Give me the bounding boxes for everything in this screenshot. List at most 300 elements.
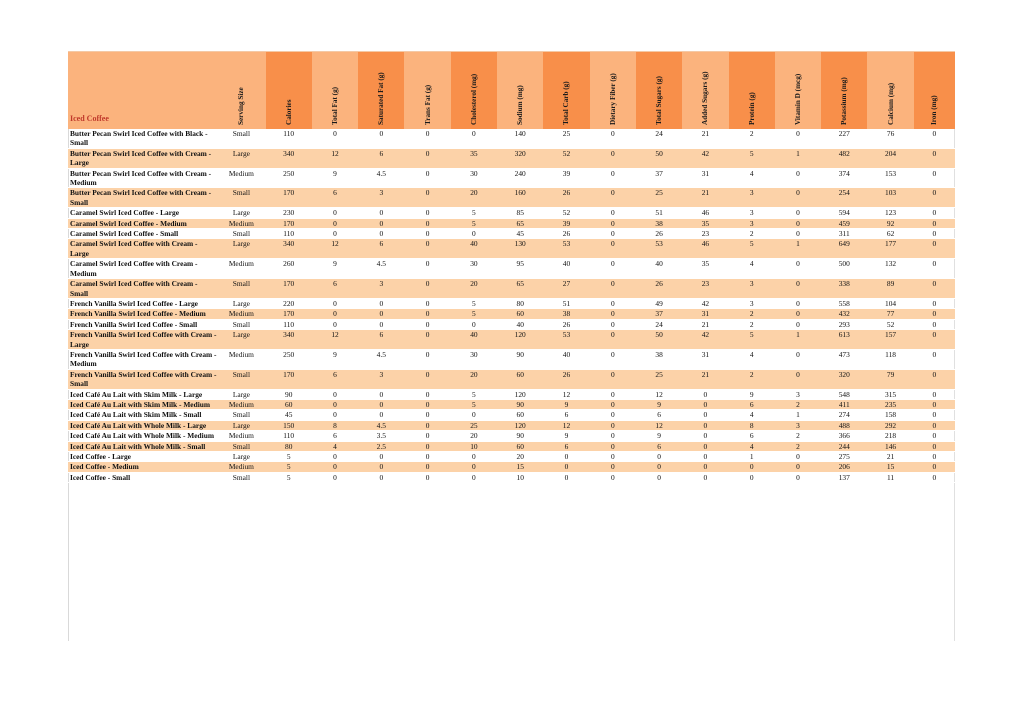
table-cell: 3 xyxy=(358,279,404,299)
table-cell: 21 xyxy=(682,319,728,329)
table-row xyxy=(68,168,955,188)
table-cell: 459 xyxy=(821,218,867,228)
table-cell: 6 xyxy=(636,441,682,451)
table-cell: 0 xyxy=(775,309,821,319)
table-cell: 45 xyxy=(266,410,312,420)
column-header-label: Saturated Fat (g) xyxy=(377,72,386,125)
item-name: French Vanilla Swirl Iced Coffee - Small xyxy=(68,319,217,329)
table-cell: 0 xyxy=(914,279,955,299)
table-cell: 0 xyxy=(590,349,636,369)
table-cell: 0 xyxy=(358,229,404,239)
table-cell: 26 xyxy=(636,229,682,239)
table-cell: 39 xyxy=(543,218,589,228)
table-cell: 12 xyxy=(312,330,358,350)
table-cell: 12 xyxy=(636,389,682,399)
table-cell: 0 xyxy=(312,129,358,148)
table-cell: 1 xyxy=(775,148,821,168)
table-cell: 52 xyxy=(867,319,913,329)
table-cell: 0 xyxy=(312,399,358,409)
table-cell: 0 xyxy=(543,452,589,462)
table-cell: 40 xyxy=(636,259,682,279)
column-header-label: Sodium (mg) xyxy=(516,85,525,125)
table-cell: 2 xyxy=(729,319,775,329)
table-row xyxy=(68,431,955,441)
table-cell: 0 xyxy=(914,188,955,208)
table-cell: 77 xyxy=(867,309,913,319)
table-cell: 0 xyxy=(451,319,497,329)
table-cell: 432 xyxy=(821,309,867,319)
table-cell: 0 xyxy=(914,208,955,218)
table-cell: 26 xyxy=(543,229,589,239)
table-cell: 170 xyxy=(266,188,312,208)
table-cell: 0 xyxy=(312,319,358,329)
table-cell: 548 xyxy=(821,389,867,399)
table-cell: 0 xyxy=(590,229,636,239)
table-cell: 230 xyxy=(266,208,312,218)
table-cell: 31 xyxy=(682,309,728,319)
table-cell: 0 xyxy=(590,431,636,441)
table-cell: 0 xyxy=(590,462,636,472)
table-cell: Medium xyxy=(217,462,265,472)
table-cell: 0 xyxy=(590,330,636,350)
item-name: Iced Café Au Lait with Whole Milk - Small xyxy=(68,441,217,451)
table-cell: 0 xyxy=(404,208,450,218)
table-cell: 40 xyxy=(451,330,497,350)
table-cell: 0 xyxy=(590,298,636,308)
table-cell: 0 xyxy=(404,369,450,389)
table-cell: 0 xyxy=(312,298,358,308)
table-cell: 0 xyxy=(312,472,358,482)
table-cell: 0 xyxy=(312,452,358,462)
table-cell: 0 xyxy=(636,462,682,472)
item-name: Iced Café Au Lait with Whole Milk - Medium xyxy=(68,431,217,441)
table-cell: 0 xyxy=(451,472,497,482)
table-cell: 26 xyxy=(543,319,589,329)
table-cell: 0 xyxy=(358,389,404,399)
table-cell: Medium xyxy=(217,399,265,409)
table-cell: 0 xyxy=(775,279,821,299)
table-cell: 3 xyxy=(729,279,775,299)
table-cell: 0 xyxy=(775,218,821,228)
table-cell: 0 xyxy=(682,452,728,462)
table-cell: 9 xyxy=(543,399,589,409)
table-cell: 0 xyxy=(358,208,404,218)
table-cell: 51 xyxy=(543,298,589,308)
table-cell: 649 xyxy=(821,239,867,259)
table-cell: 320 xyxy=(497,148,543,168)
table-cell: 0 xyxy=(682,441,728,451)
table-cell: 0 xyxy=(914,148,955,168)
table-cell: 60 xyxy=(497,309,543,319)
table-row xyxy=(68,472,955,482)
table-cell: 5 xyxy=(451,309,497,319)
table-cell: 6 xyxy=(312,431,358,441)
table-cell: 20 xyxy=(451,279,497,299)
table-cell: 42 xyxy=(682,330,728,350)
column-header-label: Potassium (mg) xyxy=(840,77,849,125)
table-cell: 85 xyxy=(497,208,543,218)
table-row xyxy=(68,319,955,329)
table-cell: 53 xyxy=(636,239,682,259)
table-cell: 26 xyxy=(543,188,589,208)
table-cell: Large xyxy=(217,330,265,350)
table-cell: 42 xyxy=(682,298,728,308)
table-cell: 0 xyxy=(590,259,636,279)
table-cell: 5 xyxy=(451,389,497,399)
table-cell: 0 xyxy=(914,431,955,441)
table-cell: 0 xyxy=(590,441,636,451)
table-cell: 89 xyxy=(867,279,913,299)
table-cell: 3 xyxy=(775,389,821,399)
table-cell: 0 xyxy=(358,309,404,319)
table-cell: 5 xyxy=(729,148,775,168)
table-cell: 2 xyxy=(729,369,775,389)
table-cell: 0 xyxy=(914,472,955,482)
table-body xyxy=(68,129,955,483)
table-cell: 275 xyxy=(821,452,867,462)
table-cell: 3.5 xyxy=(358,431,404,441)
item-name: Iced Café Au Lait with Skim Milk - Small xyxy=(68,410,217,420)
table-cell: 0 xyxy=(312,309,358,319)
table-cell: 2 xyxy=(729,309,775,319)
table-cell: 0 xyxy=(590,309,636,319)
table-cell: 0 xyxy=(312,410,358,420)
table-cell: 21 xyxy=(682,369,728,389)
table-cell: 473 xyxy=(821,349,867,369)
table-cell: 110 xyxy=(266,229,312,239)
table-cell: 53 xyxy=(543,330,589,350)
table-row xyxy=(68,330,955,350)
table-cell: 4 xyxy=(312,441,358,451)
table-cell: 40 xyxy=(543,259,589,279)
table-cell: 0 xyxy=(775,188,821,208)
table-row xyxy=(68,259,955,279)
table-cell: 0 xyxy=(404,309,450,319)
table-cell: 0 xyxy=(404,259,450,279)
table-cell: 0 xyxy=(914,168,955,188)
table-cell: Medium xyxy=(217,259,265,279)
table-cell: 3 xyxy=(729,298,775,308)
table-cell: 52 xyxy=(543,148,589,168)
table-cell: 4 xyxy=(729,259,775,279)
table-cell: Small xyxy=(217,369,265,389)
table-cell: 0 xyxy=(404,168,450,188)
table-cell: 6 xyxy=(543,410,589,420)
table-cell: 0 xyxy=(775,472,821,482)
table-cell: 315 xyxy=(867,389,913,399)
table-cell: 12 xyxy=(543,389,589,399)
table-cell: 0 xyxy=(775,208,821,218)
table-cell: 488 xyxy=(821,420,867,430)
column-header xyxy=(914,52,955,130)
table-cell: 30 xyxy=(451,349,497,369)
table-cell: Small xyxy=(217,410,265,420)
table-row xyxy=(68,349,955,369)
table-cell: 0 xyxy=(590,319,636,329)
column-header xyxy=(543,52,589,130)
table-cell: 153 xyxy=(867,168,913,188)
table-cell: 0 xyxy=(451,410,497,420)
table-cell: 5 xyxy=(451,208,497,218)
table-cell: 5 xyxy=(729,239,775,259)
table-cell: Large xyxy=(217,239,265,259)
table-cell: 80 xyxy=(266,441,312,451)
table-cell: 95 xyxy=(497,259,543,279)
column-header xyxy=(497,52,543,130)
table-cell: 0 xyxy=(404,441,450,451)
table-cell: 250 xyxy=(266,168,312,188)
table-cell: 38 xyxy=(636,218,682,228)
table-cell: 0 xyxy=(914,452,955,462)
table-cell: 110 xyxy=(266,129,312,148)
table-cell: 227 xyxy=(821,129,867,148)
table-cell: Large xyxy=(217,452,265,462)
table-cell: 0 xyxy=(914,239,955,259)
table-cell: 320 xyxy=(821,369,867,389)
table-row xyxy=(68,239,955,259)
item-name: Caramel Swirl Iced Coffee with Cream - Small xyxy=(68,279,217,299)
column-header xyxy=(358,52,404,130)
table-cell: 60 xyxy=(266,399,312,409)
table-cell: 0 xyxy=(590,188,636,208)
table-cell: 5 xyxy=(266,472,312,482)
column-header-label: Dietary Fiber (g) xyxy=(608,73,617,125)
table-cell: 0 xyxy=(404,462,450,472)
table-cell: 0 xyxy=(775,229,821,239)
table-cell: 254 xyxy=(821,188,867,208)
table-cell: 206 xyxy=(821,462,867,472)
table-row xyxy=(68,399,955,409)
table-cell: 0 xyxy=(404,129,450,148)
table-cell: Medium xyxy=(217,168,265,188)
table-cell: 50 xyxy=(636,148,682,168)
table-cell: 0 xyxy=(404,420,450,430)
table-cell: 26 xyxy=(636,279,682,299)
table-cell: 15 xyxy=(497,462,543,472)
table-cell: 1 xyxy=(775,410,821,420)
table-cell: 0 xyxy=(914,420,955,430)
table-cell: 0 xyxy=(543,462,589,472)
table-cell: 37 xyxy=(636,168,682,188)
column-header xyxy=(775,52,821,130)
column-header-label: Total Fat (g) xyxy=(331,86,339,125)
table-cell: 35 xyxy=(682,218,728,228)
table-cell: 0 xyxy=(590,389,636,399)
table-cell: 0 xyxy=(775,259,821,279)
item-name: Iced Coffee - Small xyxy=(68,472,217,482)
table-row xyxy=(68,462,955,472)
table-cell: 0 xyxy=(914,369,955,389)
table-cell: 60 xyxy=(497,369,543,389)
table-cell: 27 xyxy=(543,279,589,299)
table-cell: 65 xyxy=(497,279,543,299)
table-cell: 40 xyxy=(451,239,497,259)
table-cell: 110 xyxy=(266,431,312,441)
table-cell: 0 xyxy=(775,129,821,148)
table-cell: 0 xyxy=(451,129,497,148)
table-cell: Large xyxy=(217,420,265,430)
table-cell: 0 xyxy=(590,369,636,389)
table-cell: 6 xyxy=(636,410,682,420)
column-header-label: Iron (mg) xyxy=(930,95,939,125)
table-cell: 25 xyxy=(636,369,682,389)
table-row xyxy=(68,389,955,399)
table-cell: 3 xyxy=(358,188,404,208)
table-cell: 31 xyxy=(682,349,728,369)
table-cell: 5 xyxy=(266,452,312,462)
table-cell: 6 xyxy=(358,239,404,259)
table-cell: 130 xyxy=(497,239,543,259)
table-cell: 6 xyxy=(358,148,404,168)
table-cell: 260 xyxy=(266,259,312,279)
table-cell: 170 xyxy=(266,218,312,228)
table-cell: 0 xyxy=(914,330,955,350)
table-cell: 120 xyxy=(497,420,543,430)
column-header xyxy=(312,52,358,130)
table-cell: 0 xyxy=(590,410,636,420)
table-cell: 0 xyxy=(404,239,450,259)
column-header-label: Trans Fat (g) xyxy=(423,84,432,125)
table-cell: Medium xyxy=(217,218,265,228)
item-name: French Vanilla Swirl Iced Coffee with Cream - Small xyxy=(70,369,217,389)
table-cell: 140 xyxy=(497,129,543,148)
table-cell: 25 xyxy=(636,188,682,208)
table-cell: 160 xyxy=(497,188,543,208)
table-cell: 4.5 xyxy=(358,168,404,188)
table-cell: 9 xyxy=(312,349,358,369)
nutrition-table xyxy=(68,51,955,483)
table-row xyxy=(68,148,955,168)
table-cell: 0 xyxy=(914,298,955,308)
table-cell: 3 xyxy=(358,369,404,389)
table-cell: 8 xyxy=(729,420,775,430)
table-row xyxy=(68,369,955,389)
table-cell: 37 xyxy=(636,309,682,319)
table-cell: Medium xyxy=(217,431,265,441)
item-name: Butter Pecan Swirl Iced Coffee with Cream - Small xyxy=(68,188,217,208)
table-cell: 150 xyxy=(266,420,312,430)
table-cell: 31 xyxy=(682,168,728,188)
item-name: French Vanilla Swirl Iced Coffee with Cream - Medium xyxy=(70,349,217,369)
table-cell: Small xyxy=(217,229,265,239)
table-cell: 35 xyxy=(682,259,728,279)
table-cell: 0 xyxy=(543,472,589,482)
table-cell: 0 xyxy=(358,298,404,308)
table-cell: 23 xyxy=(682,279,728,299)
column-header-label: Calories xyxy=(284,99,293,125)
table-cell: 204 xyxy=(867,148,913,168)
table-cell: 311 xyxy=(821,229,867,239)
table-row xyxy=(68,441,955,451)
column-header xyxy=(821,52,867,130)
table-cell: 0 xyxy=(590,168,636,188)
table-row xyxy=(68,410,955,420)
table-cell: 45 xyxy=(497,229,543,239)
table-cell: 46 xyxy=(682,208,728,218)
table-cell: 0 xyxy=(358,410,404,420)
table-cell: 24 xyxy=(636,319,682,329)
table-cell: 4.5 xyxy=(358,259,404,279)
table-cell: 0 xyxy=(404,229,450,239)
table-cell: 220 xyxy=(266,298,312,308)
column-header xyxy=(729,52,775,130)
column-header-label: Vitamin D (mcg) xyxy=(793,73,802,125)
table-cell: 65 xyxy=(497,218,543,228)
column-header xyxy=(266,52,312,130)
table-cell: Small xyxy=(217,441,265,451)
table-cell: 12 xyxy=(312,239,358,259)
table-cell: 0 xyxy=(682,399,728,409)
table-cell: 12 xyxy=(312,148,358,168)
table-cell: 0 xyxy=(775,369,821,389)
table-cell: 9 xyxy=(636,399,682,409)
table-cell: 90 xyxy=(497,399,543,409)
table-cell: 0 xyxy=(682,420,728,430)
table-cell: 5 xyxy=(266,462,312,472)
item-name: French Vanilla Swirl Iced Coffee with Cream - Large xyxy=(70,330,217,349)
table-cell: 0 xyxy=(312,218,358,228)
table-cell: 40 xyxy=(543,349,589,369)
column-header xyxy=(404,52,450,130)
table-cell: 25 xyxy=(451,420,497,430)
table-cell: 5 xyxy=(451,218,497,228)
table-cell: 49 xyxy=(636,298,682,308)
table-cell: 158 xyxy=(867,410,913,420)
item-name: French Vanilla Swirl Iced Coffee - Large xyxy=(68,298,217,308)
table-cell: 4 xyxy=(729,349,775,369)
table-cell: 0 xyxy=(914,349,955,369)
table-cell: 53 xyxy=(543,239,589,259)
table-cell: 2 xyxy=(775,441,821,451)
table-cell: 0 xyxy=(775,319,821,329)
table-cell: 244 xyxy=(821,441,867,451)
table-cell: 104 xyxy=(867,298,913,308)
table-cell: 170 xyxy=(266,369,312,389)
table-cell: 0 xyxy=(358,218,404,228)
table-cell: 24 xyxy=(636,129,682,148)
column-header xyxy=(682,52,728,130)
table-cell: 21 xyxy=(682,188,728,208)
table-cell: Large xyxy=(217,208,265,218)
table-cell: 20 xyxy=(451,431,497,441)
table-cell: 0 xyxy=(914,462,955,472)
table-cell: 35 xyxy=(451,148,497,168)
table-cell: 2.5 xyxy=(358,441,404,451)
table-cell: 0 xyxy=(404,319,450,329)
table-cell: Medium xyxy=(217,309,265,319)
table-cell: 9 xyxy=(729,389,775,399)
table-cell: 110 xyxy=(266,319,312,329)
table-cell: 1 xyxy=(775,330,821,350)
table-cell: 0 xyxy=(682,431,728,441)
table-cell: 0 xyxy=(312,208,358,218)
table-cell: 0 xyxy=(404,330,450,350)
item-name: Iced Café Au Lait with Skim Milk - Large xyxy=(68,389,217,399)
table-cell: 338 xyxy=(821,279,867,299)
table-cell: 0 xyxy=(729,472,775,482)
table-cell: 0 xyxy=(914,309,955,319)
table-cell: 2 xyxy=(729,229,775,239)
table-cell: 90 xyxy=(266,389,312,399)
table-cell: 0 xyxy=(590,148,636,168)
table-cell: 0 xyxy=(914,229,955,239)
table-cell: 340 xyxy=(266,330,312,350)
table-cell: 0 xyxy=(914,218,955,228)
table-cell: 0 xyxy=(775,452,821,462)
table-cell: 0 xyxy=(312,389,358,399)
table-cell: 170 xyxy=(266,279,312,299)
item-name: Iced Coffee - Medium xyxy=(68,462,217,472)
